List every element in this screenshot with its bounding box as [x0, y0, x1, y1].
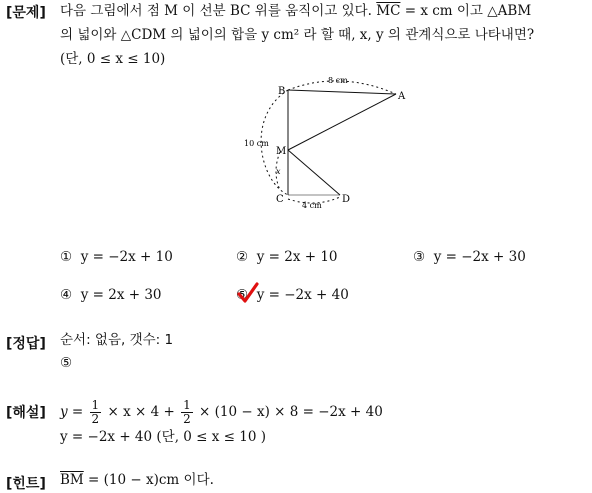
fraction-2-den: 2	[183, 412, 191, 426]
choice-4[interactable]	[60, 287, 162, 303]
answer-label: [정답]	[6, 336, 46, 352]
explanation-part-b: × x × 4 +	[107, 404, 175, 420]
explanation-label: [해설]	[6, 405, 46, 421]
fraction-2-num: 1	[183, 398, 191, 412]
choice-4-expr: y = 2x + 30	[80, 287, 162, 303]
question-line-3: (단, 0 ≤ x ≤ 10)	[60, 51, 166, 67]
question-label: [문제]	[6, 5, 46, 21]
point-label-c: C	[276, 194, 284, 205]
point-label-a: A	[398, 91, 406, 102]
choice-3[interactable]	[413, 249, 526, 265]
segment-am	[288, 94, 396, 150]
fraction-1-den: 2	[91, 412, 100, 426]
segment-bm: $\overline{BM}$	[60, 472, 84, 488]
segment-md	[288, 150, 340, 195]
question-text-b: = x cm 이고 △ABM	[404, 3, 532, 19]
hint-line	[60, 469, 214, 491]
choice-2-expr: y = 2x + 10	[256, 249, 338, 265]
explanation-line-2: y = −2x + 40 (단, 0 ≤ x ≤ 10 )	[60, 429, 267, 445]
choice-2[interactable]	[236, 249, 338, 265]
explanation-part-c: × (10 − x) × 8 = −2x + 40	[199, 404, 383, 420]
hint-text: = (10 − x)cm 이다.	[88, 472, 214, 488]
choice-5-expr: y = −2x + 40	[256, 287, 349, 303]
question-text-a: 다음 그림에서 점 M 이 선분 BC 위를 움직이고 있다.	[60, 3, 372, 19]
choice-2-num: ②	[236, 249, 249, 265]
explanation-part-a: y =	[60, 404, 84, 420]
choice-3-num: ③	[413, 249, 426, 265]
question-line-1	[60, 0, 531, 22]
point-label-d: D	[342, 194, 351, 205]
segment-ba	[288, 90, 396, 94]
length-label-bottom: 4 cm	[302, 201, 322, 210]
hint-label: [힌트]	[6, 476, 46, 492]
point-label-m: M	[276, 146, 287, 157]
segment-mc: $\overline{MC}$	[376, 3, 401, 19]
checkmark-icon	[236, 282, 260, 304]
length-label-left: 10 cm	[244, 139, 269, 148]
answer-line-1: 순서: 없음, 갯수: 1	[60, 332, 174, 348]
choice-5-num: ⑤	[236, 287, 249, 303]
choice-1[interactable]	[60, 249, 173, 265]
answer-line-2: ⑤	[60, 355, 73, 371]
choice-1-expr: y = −2x + 10	[80, 249, 173, 265]
geometry-figure	[240, 72, 420, 212]
choice-3-expr: y = −2x + 30	[433, 249, 526, 265]
choice-1-num: ①	[60, 249, 73, 265]
choice-4-num: ④	[60, 287, 73, 303]
point-label-b: B	[278, 86, 286, 97]
fraction-1	[90, 399, 102, 426]
question-line-2: 의 넓이와 △CDM 의 넓이의 합을 y cm² 라 할 때, x, y 의 관계식으로 나타내면?	[60, 27, 535, 43]
explanation-line-1	[60, 398, 383, 426]
length-label-top: 8 cm	[328, 76, 348, 85]
length-label-x: x	[276, 167, 281, 176]
fraction-2	[181, 399, 193, 426]
fraction-1-num: 1	[91, 398, 100, 412]
